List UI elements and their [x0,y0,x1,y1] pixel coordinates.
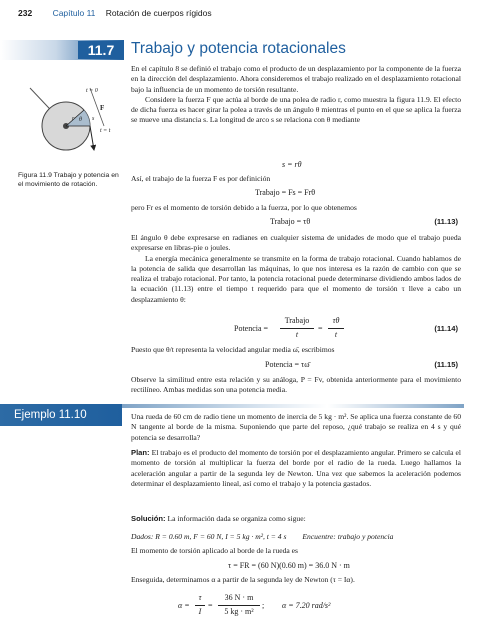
pulley-figure [26,76,126,160]
paragraph-6: La energía mecánica generalmente se transmite en la forma de trabajo rotacional. Cuando hablamos de la potencia de salida que desarrollan las máquinas, lo que nos interesa es la razón de cambio con que se realiza el trabajo rotacional. Por tanto, la potencia rotacional puede determinarse dividiendo ambos lados de la ecuación (11.13) entre el tiempo t requerido para que el momento de torsión τ lleve a cabo un desplazamiento θ: [131,253,461,304]
newton-text: Enseguida, determinamos α a partir de la segunda ley de Newton (τ = Iα). [131,575,355,584]
power-denominator-2: t [334,330,338,339]
given-line [131,532,461,542]
equation-number-11-15: (11.15) [434,360,458,369]
section-body-2 [131,233,461,305]
force-arrow [90,126,94,150]
power-fraction-line-2 [328,328,344,329]
page-number: 232 [18,8,33,18]
alpha-equals: = [208,601,213,610]
paragraph-3: Así, el trabajo de la fuerza F es por definición [131,174,271,183]
paragraph-5: El ángulo θ debe expresarse en radianes en cualquier sistema de unidades de modo que el trabajo pueda expresarse en libras-pie o joules. [131,233,461,253]
power-equals: = [318,324,323,333]
chapter-label: Capítulo 11 [52,8,96,18]
section-title: Trabajo y potencia rotacionales [131,40,346,57]
paragraph-2: Considere la fuerza F que actúa al borde de una polea de radio r, como muestra la figura 11.9. El efecto de dicha fuerza es hacer girar la polea a través de un ángulo θ mientras el punto en el que se aplica la fuerza se mueve una distancia s. La longitud de arco s se relaciona con θ mediante [131,94,461,125]
example-plan [131,448,461,489]
label-tt: t = t [100,128,111,134]
plan-text: El trabajo es el producto del momento de torsión por el desplazamiento angular. Primero se calcula el momento de torsión al multiplicar la fuerza del borde por el radio de la rueda. Luego hallamos la aceleración angular a partir de la segunda ley de Newton. Una vez que sabemos la aceleración podemos determinar el desplazamiento lineal, así como el trabajo y la potencia gastados. [131,448,461,488]
chapter-title: Rotación de cuerpos rígidos [105,8,212,18]
alpha-fraction-line-1 [195,605,205,606]
alpha-numerator-1: τ [198,593,202,602]
plan-label: Plan: [131,448,150,457]
example-banner-stripe [122,404,464,408]
alpha-lhs: α = [178,601,190,610]
solution-label: Solución: [131,514,166,523]
solution-intro-text: La información dada se organiza como sigue: [167,514,306,523]
paragraph-8: Observe la similitud entre esta relación y su análoga, P = Fv, obtenida anteriormente para el movimiento rectilíneo. Ambas medidas son una potencia media. [131,375,461,395]
given-values: Dados: R = 0.60 m, F = 60 N, I = 5 kg · m², t = 4 s [131,532,287,541]
running-header [18,8,212,18]
paragraph-4: pero Fr es el momento de torsión debido a la fuerza, por lo que obtenemos [131,203,357,212]
paragraph-7: Puesto que θ/t representa la velocidad angular media ω̄, escribimos [131,345,335,354]
example-solution-intro [131,514,461,524]
alpha-numerator-2: 36 N · m [224,593,254,602]
alpha-result: α = 7.20 rad/s² [282,601,331,610]
example-label: Ejemplo 11.10 [0,404,122,426]
figure-caption: Figura 11.9 Trabajo y potencia en el movimiento de rotación. [18,172,119,188]
label-theta: θ [79,117,82,123]
alpha-separator: ; [262,601,265,610]
section-number: 11.7 [78,41,124,59]
equation-number-11-13: (11.13) [434,217,458,226]
label-t0: t = 0 [86,88,98,94]
power-fraction-line-1 [280,328,314,329]
paragraph-1: En el capítulo 8 se definió el trabajo como el producto de un desplazamiento por la componente de la fuerza en la dirección del desplazamiento. Ahora consideremos el trabajo realizado en el desplazamiento rotacional bajo la influencia de un momento de torsión resultante. [131,64,461,94]
alpha-denominator-2: 5 kg · m² [224,607,254,616]
equation-work-1: Trabajo = Fs = Frθ [255,188,316,197]
find-values: Encuentre: trabajo y potencia [302,532,394,541]
power-numerator-2: τθ [332,316,340,325]
alpha-denominator-1: I [198,607,202,616]
example-statement: Una rueda de 60 cm de radio tiene un momento de inercia de 5 kg · m². Se aplica una fuerza constante de 60 N tangente al borde de la misma. Suponiendo que parte del reposo, ¿qué trabajo se realiza en 4 s y qué potencia se desarrolla? [131,412,461,442]
torque-equation: τ = FR = (60 N)(0.60 m) = 36.0 N · m [228,561,350,570]
torque-text: El momento de torsión aplicado al borde de la rueda es [131,546,299,555]
section-body [131,64,461,126]
equation-number-11-14: (11.14) [434,324,458,333]
alpha-fraction-line-2 [218,605,260,606]
equation-power-2: Potencia = τω̄ [265,360,310,369]
equation-work-2: Trabajo = τθ [270,217,311,226]
label-r: r [72,116,75,122]
power-denominator-1: t [295,330,299,339]
label-s: s [92,116,95,122]
power-numerator-1: Trabajo [284,316,310,325]
power-lhs: Potencia = [234,324,269,333]
label-F: F [100,104,105,112]
equation-arc: s = rθ [282,160,302,169]
